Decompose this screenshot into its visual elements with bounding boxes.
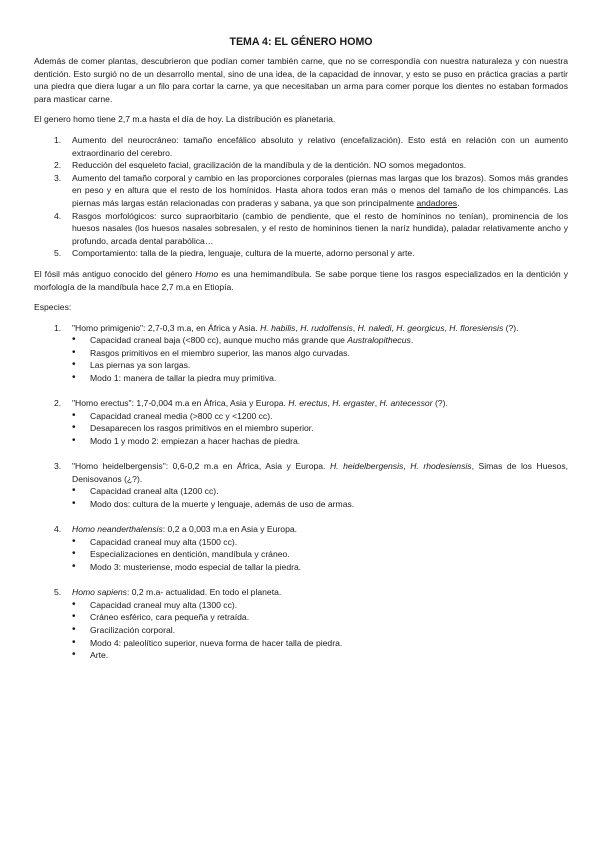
species-header: Homo sapiens: 0,2 m.a- actualidad. En todo el planeta.	[72, 587, 282, 598]
list-number: 3.	[54, 461, 62, 472]
trait-text-end: .	[457, 197, 460, 208]
fossil-text-end: es una hemimandíbula. Se sabe porque tiene los rasgos especializados en la dentición y morfología de la mandíbula hace 2,7 m.a en Etiopía.	[34, 268, 568, 292]
trait-text: Aumento del tamaño corporal y cambio en las proporciones corporales (piernas mas largas que los brazos). Somos más grandes en peso y en altura que el resto de los homínidos. Hasta ahora todos eran más o menos del tamaño de los chimpancés. Las piernas más largas están relacionadas con praderas y sabana, ya que son principalmente	[72, 172, 568, 208]
intro-paragraph: Además de comer plantas, descubrieron que podían comer también carne, que no se correspondía con nuestra naturaleza y con nuestra dentición. Esto surgió no de un desarrollo mental, sino de una idea, de la capacidad de innovar, y esto se puso en práctica gracias a partir una piedra que diera lugar a un filo para cortar la carne, ya que necesitaban un arma para comer porque los dientes no estaban formados para masticar carne.	[34, 56, 568, 104]
list-number: 4.	[54, 524, 62, 535]
species-bullets	[34, 485, 568, 510]
bullet-item: • Capacidad craneal baja (<800 cc), aunque mucho más grande que Australopithecus.	[34, 334, 568, 347]
species-header: "Homo heidelbergensis": 0,6-0,2 m.a en África, Asia y Europa. H. heidelbergensis, H. rhodesiensis, Simas de los Huesos, Denisovanos (¿?).	[72, 461, 569, 484]
bullet-item: • Capacidad craneal alta (1200 cc).	[34, 485, 568, 498]
species-item	[34, 523, 568, 573]
species-bullets	[34, 536, 568, 574]
traits-list	[34, 134, 568, 260]
list-number: 4.	[54, 210, 62, 221]
trait-item	[34, 247, 568, 260]
bullet-item: • Desaparecen los rasgos primitivos en el miembro superior.	[34, 422, 568, 435]
bullet-item: • Modo dos: cultura de la muerte y lenguaje, además de uso de armas.	[34, 498, 568, 511]
bullet-item: • Modo 3: musteriense, modo especial de tallar la piedra.	[34, 561, 568, 574]
bullet-item: • Arte.	[34, 649, 568, 662]
bullet-item: • Modo 1: manera de tallar la piedra muy primitiva.	[34, 372, 568, 385]
document-title: TEMA 4: EL GÉNERO HOMO	[229, 36, 373, 48]
trait-item	[34, 172, 568, 210]
fossil-paragraph	[34, 268, 568, 293]
bullet-item: • Modo 1 y modo 2: empiezan a hacer hachas de piedra.	[34, 435, 568, 448]
bullet-item: • Capacidad craneal muy alta (1500 cc).	[34, 536, 568, 549]
species-item	[34, 460, 568, 510]
species-bullets	[34, 410, 568, 448]
trait-text: Reducción del esqueleto facial, gracilización de la mandíbula y de la dentición. NO somos megadontos.	[72, 160, 467, 171]
bullet-item: • Modo 4: paleolítico superior, nueva forma de hacer talla de piedra.	[34, 637, 568, 650]
species-item	[34, 322, 568, 385]
trait-item	[34, 159, 568, 172]
document-page	[34, 36, 568, 662]
list-number: 2.	[54, 160, 62, 171]
trait-text: Aumento del neurocráneo: tamaño encefálico absoluto y relativo (encefalización). Esto está en relación con un aumento extraordinario del cerebro.	[72, 134, 568, 158]
list-number: 5.	[54, 248, 62, 259]
species-header: "Homo erectus": 1,7-0,004 m.a en África, Asia y Europa. H. erectus, H. ergaster, H. antecessor (?).	[72, 398, 448, 409]
bullet-item: • Gracilización corporal.	[34, 624, 568, 637]
bullet-item: • Capacidad craneal muy alta (1300 cc).	[34, 599, 568, 612]
list-number: 1.	[54, 134, 62, 145]
list-number: 3.	[54, 172, 62, 183]
bullet-item: • Rasgos primitivos en el miembro superior, las manos algo curvadas.	[34, 347, 568, 360]
species-header: "Homo primigenio": 2,7-0,3 m.a, en África y Asia. H. habilis, H. rudolfensis, H. naledi, H. georgicus, H. floresiensis (?).	[72, 322, 519, 333]
trait-item	[34, 134, 568, 159]
underlined-word: andadores	[416, 197, 458, 208]
species-bullets	[34, 599, 568, 662]
list-number: 1.	[54, 322, 62, 333]
species-item	[34, 397, 568, 447]
bullet-item: • Cráneo esférico, cara pequeña y retraída.	[34, 611, 568, 624]
species-bullets	[34, 334, 568, 384]
bullet-item: • Las piernas ya son largas.	[34, 359, 568, 372]
trait-item	[34, 210, 568, 248]
species-heading: Especies:	[34, 302, 72, 313]
species-header: Homo neanderthalensis: 0,2 a 0,003 m.a en Asia y Europa.	[72, 524, 298, 535]
fossil-text: El fósil más antiguo conocido del género	[34, 268, 196, 279]
species-item	[34, 586, 568, 662]
bullet-item: • Especializaciones en dentición, mandíbula y cráneo.	[34, 548, 568, 561]
list-number: 2.	[54, 398, 62, 409]
genus-name: Homo	[195, 268, 219, 279]
trait-text: Comportamiento: talla de la piedra, lenguaje, cultura de la muerte, adorno personal y arte.	[72, 248, 415, 259]
genus-paragraph: El genero homo tiene 2,7 m.a hasta el día de hoy. La distribución es planetaria.	[34, 114, 336, 125]
list-number: 5.	[54, 587, 62, 598]
bullet-item: • Capacidad craneal media (>800 cc y <1200 cc).	[34, 410, 568, 423]
trait-text: Rasgos morfológicos: surco supraorbitario (cambio de pendiente, que el resto de homíninos no tenían), prominencia de los huesos nasales (los huesos nasales sobresalen, y el resto de homininos tienen la naríz hundida), paladar relativamente ancho y profundo, arcada dental parabólica…	[72, 210, 568, 246]
species-list	[34, 322, 568, 662]
